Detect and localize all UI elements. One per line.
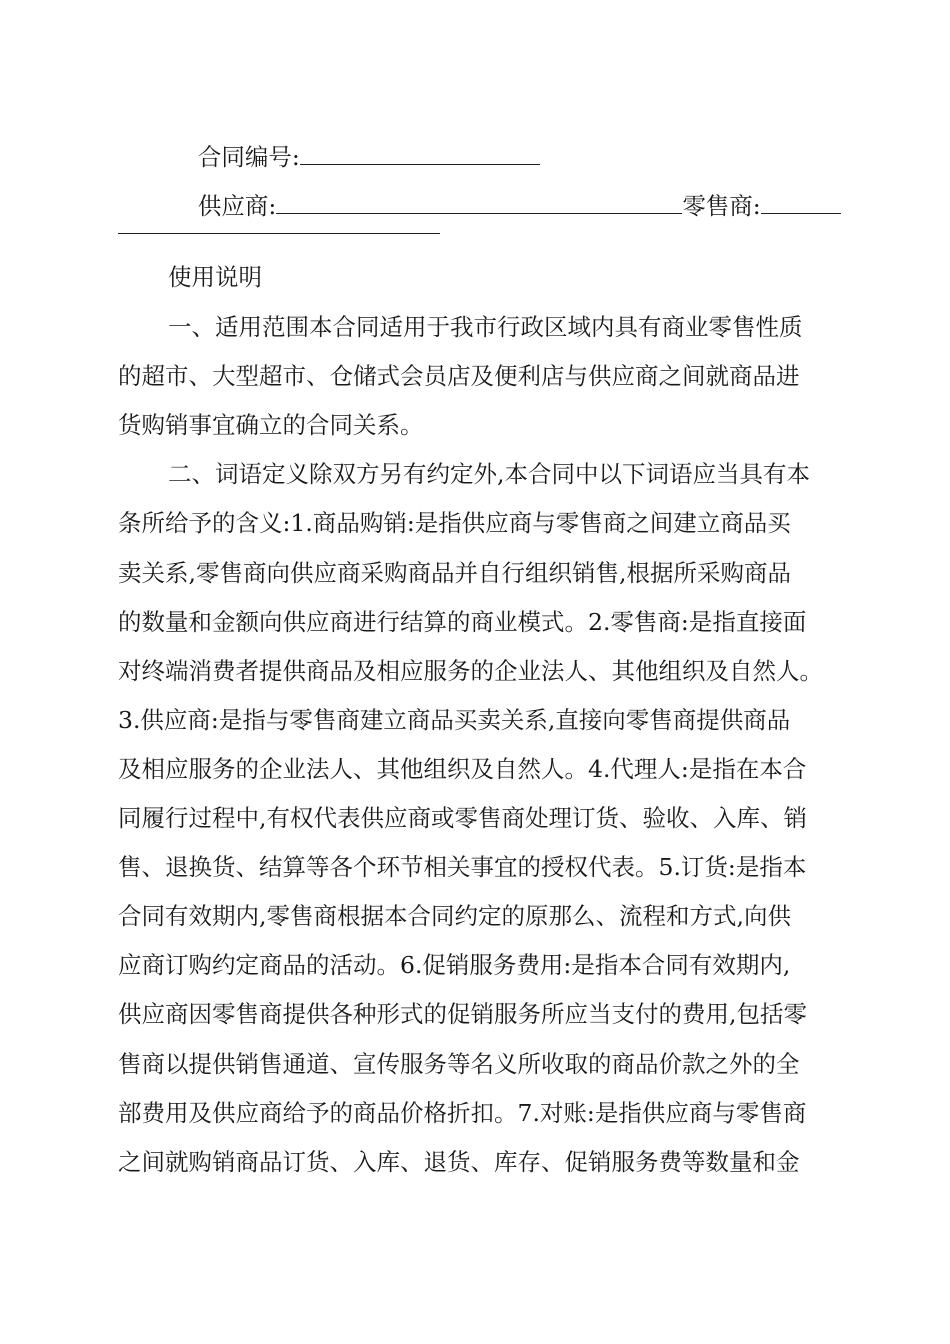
supplier-label: 供应商:: [197, 192, 277, 220]
body-line: 部费用及供应商给予的商品价格折扣。7.对账:是指供应商与零售商: [118, 1098, 807, 1127]
body-line: 售、退换货、结算等各个环节相关事宜的授权代表。5.订货:是指本: [118, 853, 807, 882]
body-line: 卖关系,零售商向供应商采购商品并自行组织销售,根据所采购商品: [118, 558, 791, 587]
retailer-blank[interactable]: [761, 191, 841, 214]
body-line: 售商以提供销售通道、宣传服务等名义所收取的商品价款之外的全: [118, 1049, 800, 1078]
section-title: 使用说明: [168, 263, 262, 291]
supplier-blank[interactable]: [276, 191, 682, 214]
contract-number-label: 合同编号:: [197, 143, 300, 171]
parties-line: [168, 161, 848, 251]
body-line: 合同有效期内,零售商根据本合同约定的原那么、流程和方式,向供: [118, 902, 791, 931]
body-line: 的超市、大型超市、仓储式会员店及便利店与供应商之间就商品进: [118, 362, 800, 391]
body-line: 同履行过程中,有权代表供应商或零售商处理订货、验收、入库、销: [118, 804, 807, 832]
retailer-blank-continuation[interactable]: [118, 233, 440, 234]
body-line: 二、词语定义除双方另有约定外,本合同中以下词语应当具有本: [168, 460, 810, 489]
body-line: 一、适用范围本合同适用于我市行政区域内具有商业零售性质: [168, 313, 803, 341]
body-line: 3.供应商:是指与零售商建立商品买卖关系,直接向零售商提供商品: [118, 705, 791, 734]
body-line: 的数量和金额向供应商进行结算的商业模式。2.零售商:是指直接面: [118, 607, 807, 636]
body-line: 应商订购约定商品的活动。6.促销服务费用:是指本合同有效期内,: [118, 951, 791, 980]
body-line: 之间就购销商品订货、入库、退货、库存、促销服务费等数量和金: [118, 1147, 800, 1176]
body-line: 条所给予的含义:1.商品购销:是指供应商与零售商之间建立商品买: [118, 509, 791, 538]
retailer-label: 零售商:: [682, 192, 761, 220]
body-line: 货购销事宜确立的合同关系。: [118, 411, 424, 440]
body-line: 对终端消费者提供商品及相应服务的企业法人、其他组织及自然人。: [118, 656, 823, 685]
body-line: 及相应服务的企业法人、其他组织及自然人。4.代理人:是指在本合: [118, 754, 807, 783]
body-line: 供应商因零售商提供各种形式的促销服务所应当支付的费用,包括零: [118, 1000, 807, 1029]
